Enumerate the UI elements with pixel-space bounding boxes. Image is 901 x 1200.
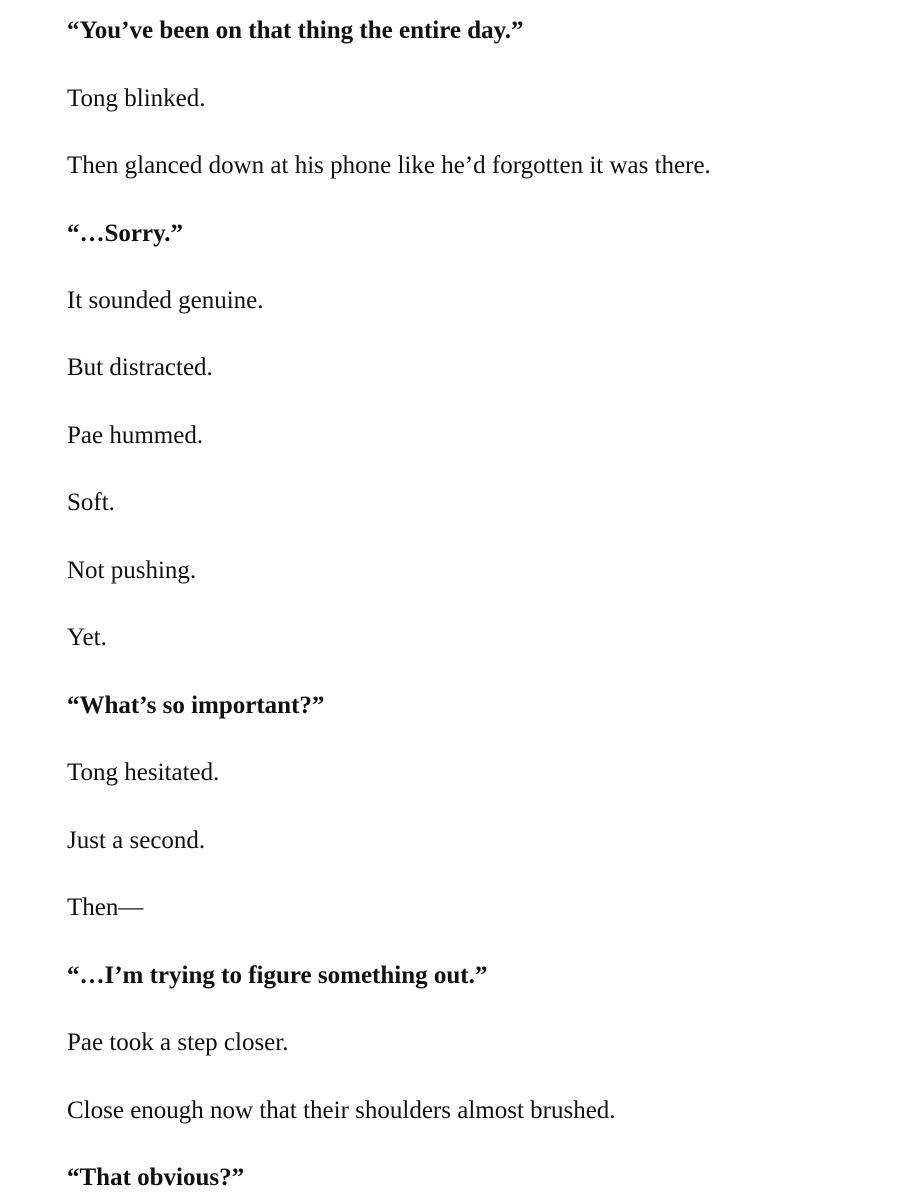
paragraph: Pae took a step closer. [67,1029,289,1056]
paragraph: Then glanced down at his phone like he’d forgotten it was there. [67,152,711,179]
paragraph-dialogue: “That obvious?” [67,1164,245,1191]
paragraph: Not pushing. [67,557,197,584]
paragraph-dialogue: “…Sorry.” [67,220,183,247]
paragraph: Just a second. [67,827,206,854]
paragraph: It sounded genuine. [67,287,264,314]
paragraph: Tong hesitated. [67,759,220,786]
paragraph: Soft. [67,489,115,516]
paragraph-dialogue: “You’ve been on that thing the entire day.” [67,17,524,44]
paragraph: But distracted. [67,354,213,381]
paragraph: Pae hummed. [67,422,204,449]
paragraph-dialogue: “What’s so important?” [67,692,325,719]
paragraph: Yet. [67,624,107,651]
paragraph: Tong blinked. [67,85,206,112]
paragraph: Close enough now that their shoulders almost brushed. [67,1097,616,1124]
paragraph: Then— [67,894,144,921]
paragraph-dialogue: “…I’m trying to figure something out.” [67,962,488,989]
